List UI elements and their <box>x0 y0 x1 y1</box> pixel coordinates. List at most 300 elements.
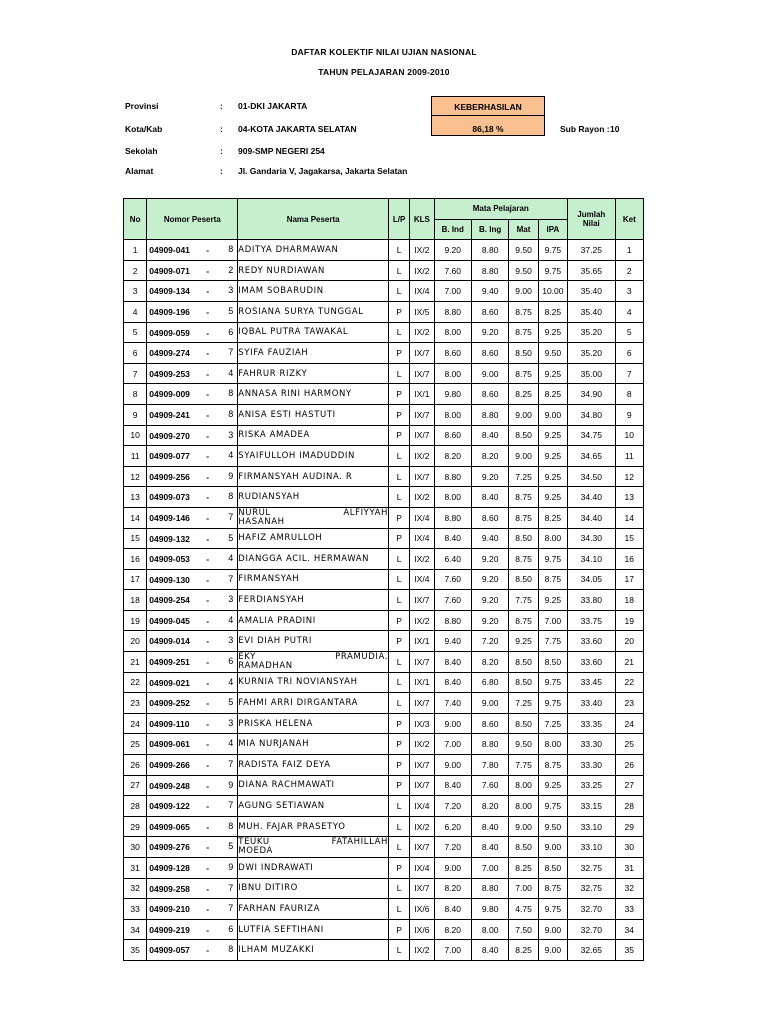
row-ket: 20 <box>615 631 643 652</box>
row-ket: 7 <box>615 363 643 384</box>
nomor-peserta-dash: - <box>206 286 210 297</box>
row-mat: 8.50 <box>509 672 538 693</box>
row-no: 27 <box>124 775 147 796</box>
table-row <box>124 610 644 631</box>
header-jumlah-line2: Nilai <box>582 219 600 229</box>
table-row <box>124 343 644 364</box>
nomor-peserta-code: 04909-065 <box>149 821 190 832</box>
nomor-peserta-digit: 5 <box>228 305 234 316</box>
row-nama-peserta: FAHRUR RIZKY <box>238 363 389 384</box>
nama-line2: MOEDA <box>238 846 273 857</box>
row-no: 10 <box>124 425 147 446</box>
nomor-peserta-dash: - <box>206 327 210 338</box>
row-bind: 8.20 <box>434 878 471 899</box>
row-nama-peserta: ANISA ESTI HASTUTI <box>238 404 389 425</box>
table-row <box>124 281 644 302</box>
row-no: 24 <box>124 713 147 734</box>
row-bing: 8.40 <box>471 837 508 858</box>
row-nomor-peserta <box>147 260 238 281</box>
row-ket: 24 <box>615 713 643 734</box>
row-jumlah: 35.40 <box>568 301 616 322</box>
row-ket: 22 <box>615 672 643 693</box>
row-kls: IX/1 <box>410 672 434 693</box>
row-ipa: 8.25 <box>538 301 567 322</box>
row-nomor-peserta <box>147 734 238 755</box>
row-bind: 8.00 <box>434 322 471 343</box>
nomor-peserta-digit: 5 <box>228 697 234 708</box>
nomor-peserta-code: 04909-059 <box>149 327 190 338</box>
table-row <box>124 528 644 549</box>
row-lp: L <box>389 466 410 487</box>
row-mat: 9.00 <box>509 816 538 837</box>
row-nama-peserta: DIANGGA ACIL. HERMAWAN <box>238 549 389 570</box>
row-no: 23 <box>124 693 147 714</box>
nomor-peserta-dash: - <box>206 451 210 462</box>
row-bing: 8.80 <box>471 404 508 425</box>
row-mat: 8.75 <box>509 301 538 322</box>
nomor-peserta-dash: - <box>206 471 210 482</box>
row-kls: IX/4 <box>410 281 434 302</box>
row-ket: 27 <box>615 775 643 796</box>
row-jumlah: 33.15 <box>568 796 616 817</box>
nomor-peserta-digit: 5 <box>228 532 234 543</box>
row-no: 13 <box>124 487 147 508</box>
row-nama-peserta: PRISKA HELENA <box>238 713 389 734</box>
nomor-peserta-digit: 9 <box>228 779 234 790</box>
row-ipa: 8.75 <box>538 755 567 776</box>
row-bing: 9.00 <box>471 363 508 384</box>
nomor-peserta-digit: 4 <box>228 738 234 749</box>
row-mat: 8.75 <box>509 322 538 343</box>
row-nomor-peserta <box>147 363 238 384</box>
colon: : <box>220 166 223 176</box>
row-bind: 7.00 <box>434 281 471 302</box>
row-bing: 8.80 <box>471 878 508 899</box>
row-kls: IX/7 <box>410 466 434 487</box>
row-bind: 8.80 <box>434 301 471 322</box>
row-ket: 3 <box>615 281 643 302</box>
row-ket: 11 <box>615 446 643 467</box>
row-jumlah: 34.40 <box>568 487 616 508</box>
row-bing: 7.60 <box>471 775 508 796</box>
row-bind: 7.60 <box>434 569 471 590</box>
row-lp: P <box>389 734 410 755</box>
row-no: 12 <box>124 466 147 487</box>
row-ipa: 10.00 <box>538 281 567 302</box>
row-bing: 8.60 <box>471 384 508 405</box>
colon: : <box>220 124 223 134</box>
document-title: DAFTAR KOLEKTIF NILAI UJIAN NASIONAL <box>291 47 477 57</box>
row-bind: 7.20 <box>434 837 471 858</box>
row-no: 31 <box>124 858 147 879</box>
table-row <box>124 590 644 611</box>
row-jumlah: 37.25 <box>568 240 616 261</box>
nomor-peserta-dash: - <box>206 718 210 729</box>
row-no: 32 <box>124 878 147 899</box>
row-lp: P <box>389 631 410 652</box>
subrayon-label: Sub Rayon : <box>560 124 610 134</box>
row-kls: IX/3 <box>410 713 434 734</box>
row-ipa: 8.50 <box>538 858 567 879</box>
nomor-peserta-dash: - <box>206 904 210 915</box>
row-nomor-peserta <box>147 796 238 817</box>
nomor-peserta-dash: - <box>206 306 210 317</box>
row-mat: 8.50 <box>509 425 538 446</box>
row-nomor-peserta <box>147 507 238 528</box>
row-nama-peserta: AMALIA PRADINI <box>238 610 389 631</box>
row-jumlah: 33.30 <box>568 734 616 755</box>
row-no: 14 <box>124 507 147 528</box>
row-nomor-peserta <box>147 549 238 570</box>
table-body <box>124 240 644 961</box>
row-ipa: 8.75 <box>538 878 567 899</box>
row-mat: 8.25 <box>509 384 538 405</box>
row-jumlah: 34.40 <box>568 507 616 528</box>
table-row <box>124 693 644 714</box>
nomor-peserta-code: 04909-077 <box>149 451 190 462</box>
nomor-peserta-code: 04909-021 <box>149 677 190 688</box>
table-row <box>124 301 644 322</box>
nilai-table <box>123 198 644 961</box>
row-bind: 7.20 <box>434 796 471 817</box>
row-ket: 16 <box>615 549 643 570</box>
row-nomor-peserta <box>147 672 238 693</box>
table-row <box>124 652 644 673</box>
nomor-peserta-code: 04909-014 <box>149 636 190 647</box>
table-row <box>124 507 644 528</box>
header-jumlah-line1: Jumlah <box>577 210 606 220</box>
row-lp: L <box>389 260 410 281</box>
row-lp: L <box>389 590 410 611</box>
row-nama-peserta: ADITYA DHARMAWAN <box>238 240 389 261</box>
row-nomor-peserta <box>147 590 238 611</box>
row-kls: IX/6 <box>410 899 434 920</box>
row-bing: 9.20 <box>471 569 508 590</box>
nomor-peserta-code: 04909-210 <box>149 904 190 915</box>
row-kls: IX/4 <box>410 858 434 879</box>
row-ipa: 9.25 <box>538 590 567 611</box>
nomor-peserta-dash: - <box>206 430 210 441</box>
row-mat: 8.75 <box>509 610 538 631</box>
row-no: 4 <box>124 301 147 322</box>
nomor-peserta-code: 04909-276 <box>149 842 190 853</box>
row-kls: IX/7 <box>410 590 434 611</box>
nomor-peserta-digit: 7 <box>228 759 234 770</box>
row-nomor-peserta <box>147 652 238 673</box>
row-mat: 9.00 <box>509 404 538 425</box>
row-lp: L <box>389 693 410 714</box>
nomor-peserta-code: 04909-146 <box>149 512 190 523</box>
provinsi-value: 01-DKI JAKARTA <box>238 101 308 111</box>
row-nama-peserta <box>238 507 389 528</box>
row-jumlah: 35.20 <box>568 343 616 364</box>
row-ipa: 9.00 <box>538 940 567 961</box>
row-mat: 8.00 <box>509 775 538 796</box>
nomor-peserta-digit: 6 <box>228 656 234 667</box>
row-jumlah: 33.60 <box>568 652 616 673</box>
row-no: 34 <box>124 919 147 940</box>
row-mat: 8.25 <box>509 940 538 961</box>
row-lp: P <box>389 425 410 446</box>
nomor-peserta-dash: - <box>206 554 210 565</box>
row-no: 19 <box>124 610 147 631</box>
row-ipa: 8.75 <box>538 569 567 590</box>
table-row <box>124 260 644 281</box>
row-mat: 8.75 <box>509 507 538 528</box>
row-ipa: 7.75 <box>538 631 567 652</box>
row-jumlah: 34.50 <box>568 466 616 487</box>
row-jumlah: 34.65 <box>568 446 616 467</box>
row-bing: 7.20 <box>471 631 508 652</box>
row-bing: 8.60 <box>471 507 508 528</box>
row-mat: 8.50 <box>509 343 538 364</box>
nomor-peserta-code: 04909-132 <box>149 533 190 544</box>
row-no: 17 <box>124 569 147 590</box>
row-jumlah: 33.10 <box>568 816 616 837</box>
row-mat: 8.00 <box>509 796 538 817</box>
nama-line1: TEUKU FATAHILLAH <box>238 837 389 848</box>
row-bing: 8.20 <box>471 652 508 673</box>
row-no: 29 <box>124 816 147 837</box>
row-jumlah: 32.70 <box>568 919 616 940</box>
nomor-peserta-digit: 7 <box>228 347 234 358</box>
row-jumlah: 33.60 <box>568 631 616 652</box>
row-ipa: 9.00 <box>538 837 567 858</box>
row-nomor-peserta <box>147 858 238 879</box>
row-no: 30 <box>124 837 147 858</box>
nama-line1: NURUL ALFIYYAH <box>238 507 389 518</box>
row-mat: 7.25 <box>509 693 538 714</box>
colon: : <box>220 146 223 156</box>
row-nama-peserta: AGUNG SETIAWAN <box>238 796 389 817</box>
nomor-peserta-dash: - <box>206 265 210 276</box>
nomor-peserta-dash: - <box>206 409 210 420</box>
row-kls: IX/7 <box>410 652 434 673</box>
row-ket: 32 <box>615 878 643 899</box>
nomor-peserta-digit: 2 <box>228 264 234 275</box>
row-no: 35 <box>124 940 147 961</box>
row-nomor-peserta <box>147 610 238 631</box>
nomor-peserta-code: 04909-110 <box>149 718 190 729</box>
row-no: 1 <box>124 240 147 261</box>
row-bing: 8.00 <box>471 919 508 940</box>
nomor-peserta-dash: - <box>206 739 210 750</box>
row-nama-peserta: MIA NURJANAH <box>238 734 389 755</box>
row-ket: 12 <box>615 466 643 487</box>
row-ipa: 9.75 <box>538 672 567 693</box>
row-bing: 8.20 <box>471 446 508 467</box>
row-lp: L <box>389 652 410 673</box>
row-jumlah: 35.20 <box>568 322 616 343</box>
nomor-peserta-dash: - <box>206 760 210 771</box>
row-no: 9 <box>124 404 147 425</box>
row-ipa: 9.25 <box>538 446 567 467</box>
row-lp: L <box>389 549 410 570</box>
row-ket: 9 <box>615 404 643 425</box>
row-ipa: 9.75 <box>538 693 567 714</box>
nomor-peserta-dash: - <box>206 595 210 606</box>
row-nama-peserta: SYAIFULLOH IMADUDDIN <box>238 446 389 467</box>
row-ipa: 9.00 <box>538 404 567 425</box>
row-mat: 9.50 <box>509 734 538 755</box>
row-ipa: 7.25 <box>538 713 567 734</box>
nomor-peserta-digit: 7 <box>228 573 234 584</box>
header-no: No <box>124 199 147 240</box>
row-bing: 7.00 <box>471 858 508 879</box>
nama-line2: HASANAH <box>238 516 285 527</box>
row-nama-peserta: REDY NURDIAWAN <box>238 260 389 281</box>
row-ipa: 9.25 <box>538 466 567 487</box>
row-bing: 8.40 <box>471 425 508 446</box>
row-kls: IX/1 <box>410 384 434 405</box>
row-kls: IX/2 <box>410 610 434 631</box>
row-ipa: 9.75 <box>538 899 567 920</box>
nomor-peserta-code: 04909-061 <box>149 739 190 750</box>
row-mat: 8.50 <box>509 652 538 673</box>
row-ket: 4 <box>615 301 643 322</box>
table-row <box>124 240 644 261</box>
row-ipa: 9.50 <box>538 343 567 364</box>
row-bind: 9.00 <box>434 858 471 879</box>
row-kls: IX/2 <box>410 240 434 261</box>
table-row <box>124 363 644 384</box>
nomor-peserta-code: 04909-266 <box>149 760 190 771</box>
row-bing: 8.20 <box>471 796 508 817</box>
row-nama-peserta: IBNU DITIRO <box>238 878 389 899</box>
row-nama-peserta: FAHMI ARRI DIRGANTARA <box>238 693 389 714</box>
row-kls: IX/2 <box>410 446 434 467</box>
row-ket: 1 <box>615 240 643 261</box>
row-bind: 7.60 <box>434 590 471 611</box>
table-row <box>124 878 644 899</box>
nomor-peserta-dash: - <box>206 842 210 853</box>
sekolah-label: Sekolah <box>125 146 158 156</box>
row-nama-peserta: DWI INDRAWATI <box>238 858 389 879</box>
header-nama-peserta: Nama Peserta <box>238 199 389 240</box>
row-nama-peserta: EVI DIAH PUTRI <box>238 631 389 652</box>
row-bind: 6.40 <box>434 549 471 570</box>
row-nomor-peserta <box>147 775 238 796</box>
row-kls: IX/7 <box>410 837 434 858</box>
row-nomor-peserta <box>147 755 238 776</box>
header-nomor-peserta: Nomor Peserta <box>147 199 238 240</box>
row-lp: P <box>389 507 410 528</box>
nomor-peserta-dash: - <box>206 698 210 709</box>
row-bind: 9.00 <box>434 713 471 734</box>
row-kls: IX/7 <box>410 775 434 796</box>
row-ket: 30 <box>615 837 643 858</box>
row-no: 20 <box>124 631 147 652</box>
row-no: 16 <box>124 549 147 570</box>
nomor-peserta-digit: 4 <box>228 367 234 378</box>
nomor-peserta-digit: 4 <box>228 676 234 687</box>
row-mat: 8.75 <box>509 487 538 508</box>
row-no: 5 <box>124 322 147 343</box>
row-jumlah: 33.35 <box>568 713 616 734</box>
header-mat: Mat <box>509 219 538 240</box>
row-lp: P <box>389 775 410 796</box>
row-jumlah: 33.25 <box>568 775 616 796</box>
row-lp: L <box>389 281 410 302</box>
row-ket: 15 <box>615 528 643 549</box>
keberhasilan-value: 86,18 % <box>472 124 504 134</box>
row-mat: 9.50 <box>509 260 538 281</box>
row-nomor-peserta <box>147 837 238 858</box>
row-lp: L <box>389 322 410 343</box>
row-kls: IX/2 <box>410 549 434 570</box>
row-lp: P <box>389 713 410 734</box>
nomor-peserta-dash: - <box>206 368 210 379</box>
row-lp: L <box>389 878 410 899</box>
row-jumlah: 32.70 <box>568 899 616 920</box>
row-no: 33 <box>124 899 147 920</box>
row-kls: IX/2 <box>410 940 434 961</box>
nomor-peserta-dash: - <box>206 780 210 791</box>
row-kls: IX/4 <box>410 528 434 549</box>
row-nomor-peserta <box>147 425 238 446</box>
row-lp: L <box>389 363 410 384</box>
row-lp: L <box>389 446 410 467</box>
row-ket: 6 <box>615 343 643 364</box>
row-jumlah: 34.30 <box>568 528 616 549</box>
row-bind: 8.00 <box>434 363 471 384</box>
row-kls: IX/2 <box>410 322 434 343</box>
row-lp: P <box>389 919 410 940</box>
row-nomor-peserta <box>147 631 238 652</box>
nomor-peserta-dash: - <box>206 512 210 523</box>
row-ket: 2 <box>615 260 643 281</box>
row-lp: P <box>389 755 410 776</box>
header-bind: B. Ind <box>434 219 471 240</box>
nomor-peserta-digit: 9 <box>228 862 234 872</box>
row-kls: IX/7 <box>410 425 434 446</box>
colon: : <box>220 101 223 111</box>
row-nama-peserta: IMAM SOBARUDIN <box>238 281 389 302</box>
row-kls: IX/2 <box>410 487 434 508</box>
row-ipa: 9.50 <box>538 816 567 837</box>
row-lp: L <box>389 796 410 817</box>
nomor-peserta-code: 04909-253 <box>149 368 190 379</box>
row-nomor-peserta <box>147 713 238 734</box>
table-row <box>124 425 644 446</box>
nomor-peserta-digit: 8 <box>228 388 234 399</box>
row-nomor-peserta <box>147 384 238 405</box>
row-mat: 8.75 <box>509 363 538 384</box>
row-nama-peserta: RISKA AMADEA <box>238 425 389 446</box>
row-bing: 8.60 <box>471 301 508 322</box>
nomor-peserta-digit: 3 <box>228 429 234 440</box>
row-mat: 7.50 <box>509 919 538 940</box>
row-lp: L <box>389 816 410 837</box>
row-bind: 7.00 <box>434 734 471 755</box>
row-mat: 7.25 <box>509 466 538 487</box>
row-nomor-peserta <box>147 878 238 899</box>
row-nama-peserta: FIRMANSYAH <box>238 569 389 590</box>
row-nomor-peserta <box>147 240 238 261</box>
row-ipa: 9.25 <box>538 363 567 384</box>
row-kls: IX/2 <box>410 734 434 755</box>
row-bind: 8.40 <box>434 899 471 920</box>
row-no: 21 <box>124 652 147 673</box>
row-bing: 9.20 <box>471 549 508 570</box>
nomor-peserta-code: 04909-130 <box>149 574 190 585</box>
row-nama-peserta: LUTFIA SEFTIHANI <box>238 919 389 940</box>
nomor-peserta-dash: - <box>206 245 210 256</box>
row-nomor-peserta <box>147 569 238 590</box>
row-ket: 14 <box>615 507 643 528</box>
row-nama-peserta: HAFIZ AMRULLOH <box>238 528 389 549</box>
table-row <box>124 775 644 796</box>
